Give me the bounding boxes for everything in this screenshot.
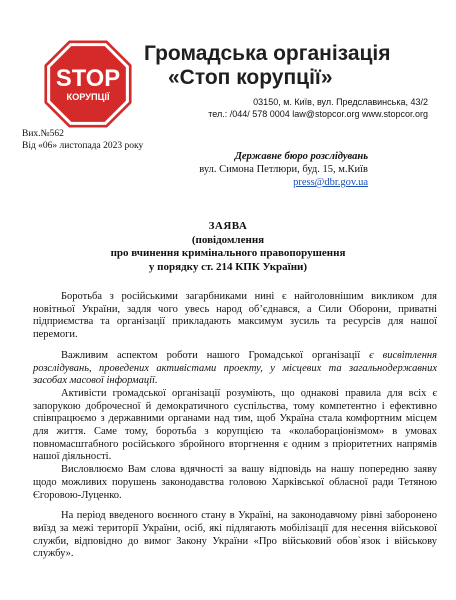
body-paragraph-5: На період введеного воєнного стану в Україні, на законодавчому рівні заборонено виїзд за межі території України, осіб, які підлягають мобілізації для несення військової служби, відповідно до вимог Закону України «Про військовий обов`язок і військову службу». xyxy=(33,510,437,560)
document-body xyxy=(33,291,437,561)
organization-name xyxy=(144,42,444,90)
title-line3: про вчинення кримінального правопорушення xyxy=(110,247,346,259)
body-paragraph-2-regular: Важливим аспектом роботи нашого Громадської організації xyxy=(61,349,370,361)
logo-text-top: STOP xyxy=(55,64,121,92)
org-name-line2: «Стоп корупції» xyxy=(168,66,333,89)
document-title xyxy=(0,220,456,274)
organization-contacts xyxy=(208,96,428,120)
recipient-name: Державне бюро розслідувань xyxy=(234,151,368,162)
title-line2: (повідомлення xyxy=(191,233,265,246)
recipient-address: вул. Симона Петлюри, буд. 15, м.Київ xyxy=(199,164,368,175)
recipient-email-link[interactable]: press@dbr.gov.ua xyxy=(293,177,368,188)
org-contact-line: тел.: /044/ 578 0004 law@stopcor.org www.stopcor.org xyxy=(208,109,428,119)
org-address: 03150, м. Київ, вул. Предславинська, 43/2 xyxy=(253,97,428,107)
outgoing-date: Від «06» листопада 2023 року xyxy=(22,141,144,151)
logo-text-bottom: КОРУПЦІЇ xyxy=(66,91,110,102)
body-paragraph-3: Активісти громадської організації розуміють, що однакові правила для всіх є запорукою доброчесної й демократичного суспільства, тому компетентно і ефективно співпрацюємо з державними органами над тим, щоб Україна стала комфортним місцем для життя. Саме тому, боротьба з корупцією та «колабораціонізмом» в умовах повномасштабного російського збройного вторгнення є одним з пріоритетних напрямів нашої діяльності. xyxy=(33,387,437,463)
outgoing-reference xyxy=(22,128,143,152)
body-paragraph-4: Висловлюємо Вам слова вдячності за вашу відповідь на нашу попередню заяву щодо можливих порушень законодавства головою Харківської обласної ради Тетяною Єгоровою-Луценко. xyxy=(33,464,437,501)
title-line4: у порядку ст. 214 КПК України) xyxy=(148,260,308,273)
outgoing-number: Вих.№562 xyxy=(22,129,64,139)
body-paragraph-2-italic: є висвітлення розслідувань, проведених активістами проекту, у місцевих та загальнодержавних засобах масової інформації. xyxy=(33,349,437,387)
body-paragraph-1: Боротьба з російськими загарбниками нині є найголовнішим викликом для новітньої України, задля чого увесь народ об’єднався, а Сили Оборони, приватні підприємства та організації прикладають максимум зусиль та ресурсів для нашої перемоги. xyxy=(33,291,437,341)
title-line1: ЗАЯВА xyxy=(208,220,248,232)
stop-corruption-logo xyxy=(44,40,132,128)
body-paragraph-2 xyxy=(33,350,437,388)
recipient-block xyxy=(199,150,368,189)
org-name-line1: Громадська організація xyxy=(144,42,391,65)
